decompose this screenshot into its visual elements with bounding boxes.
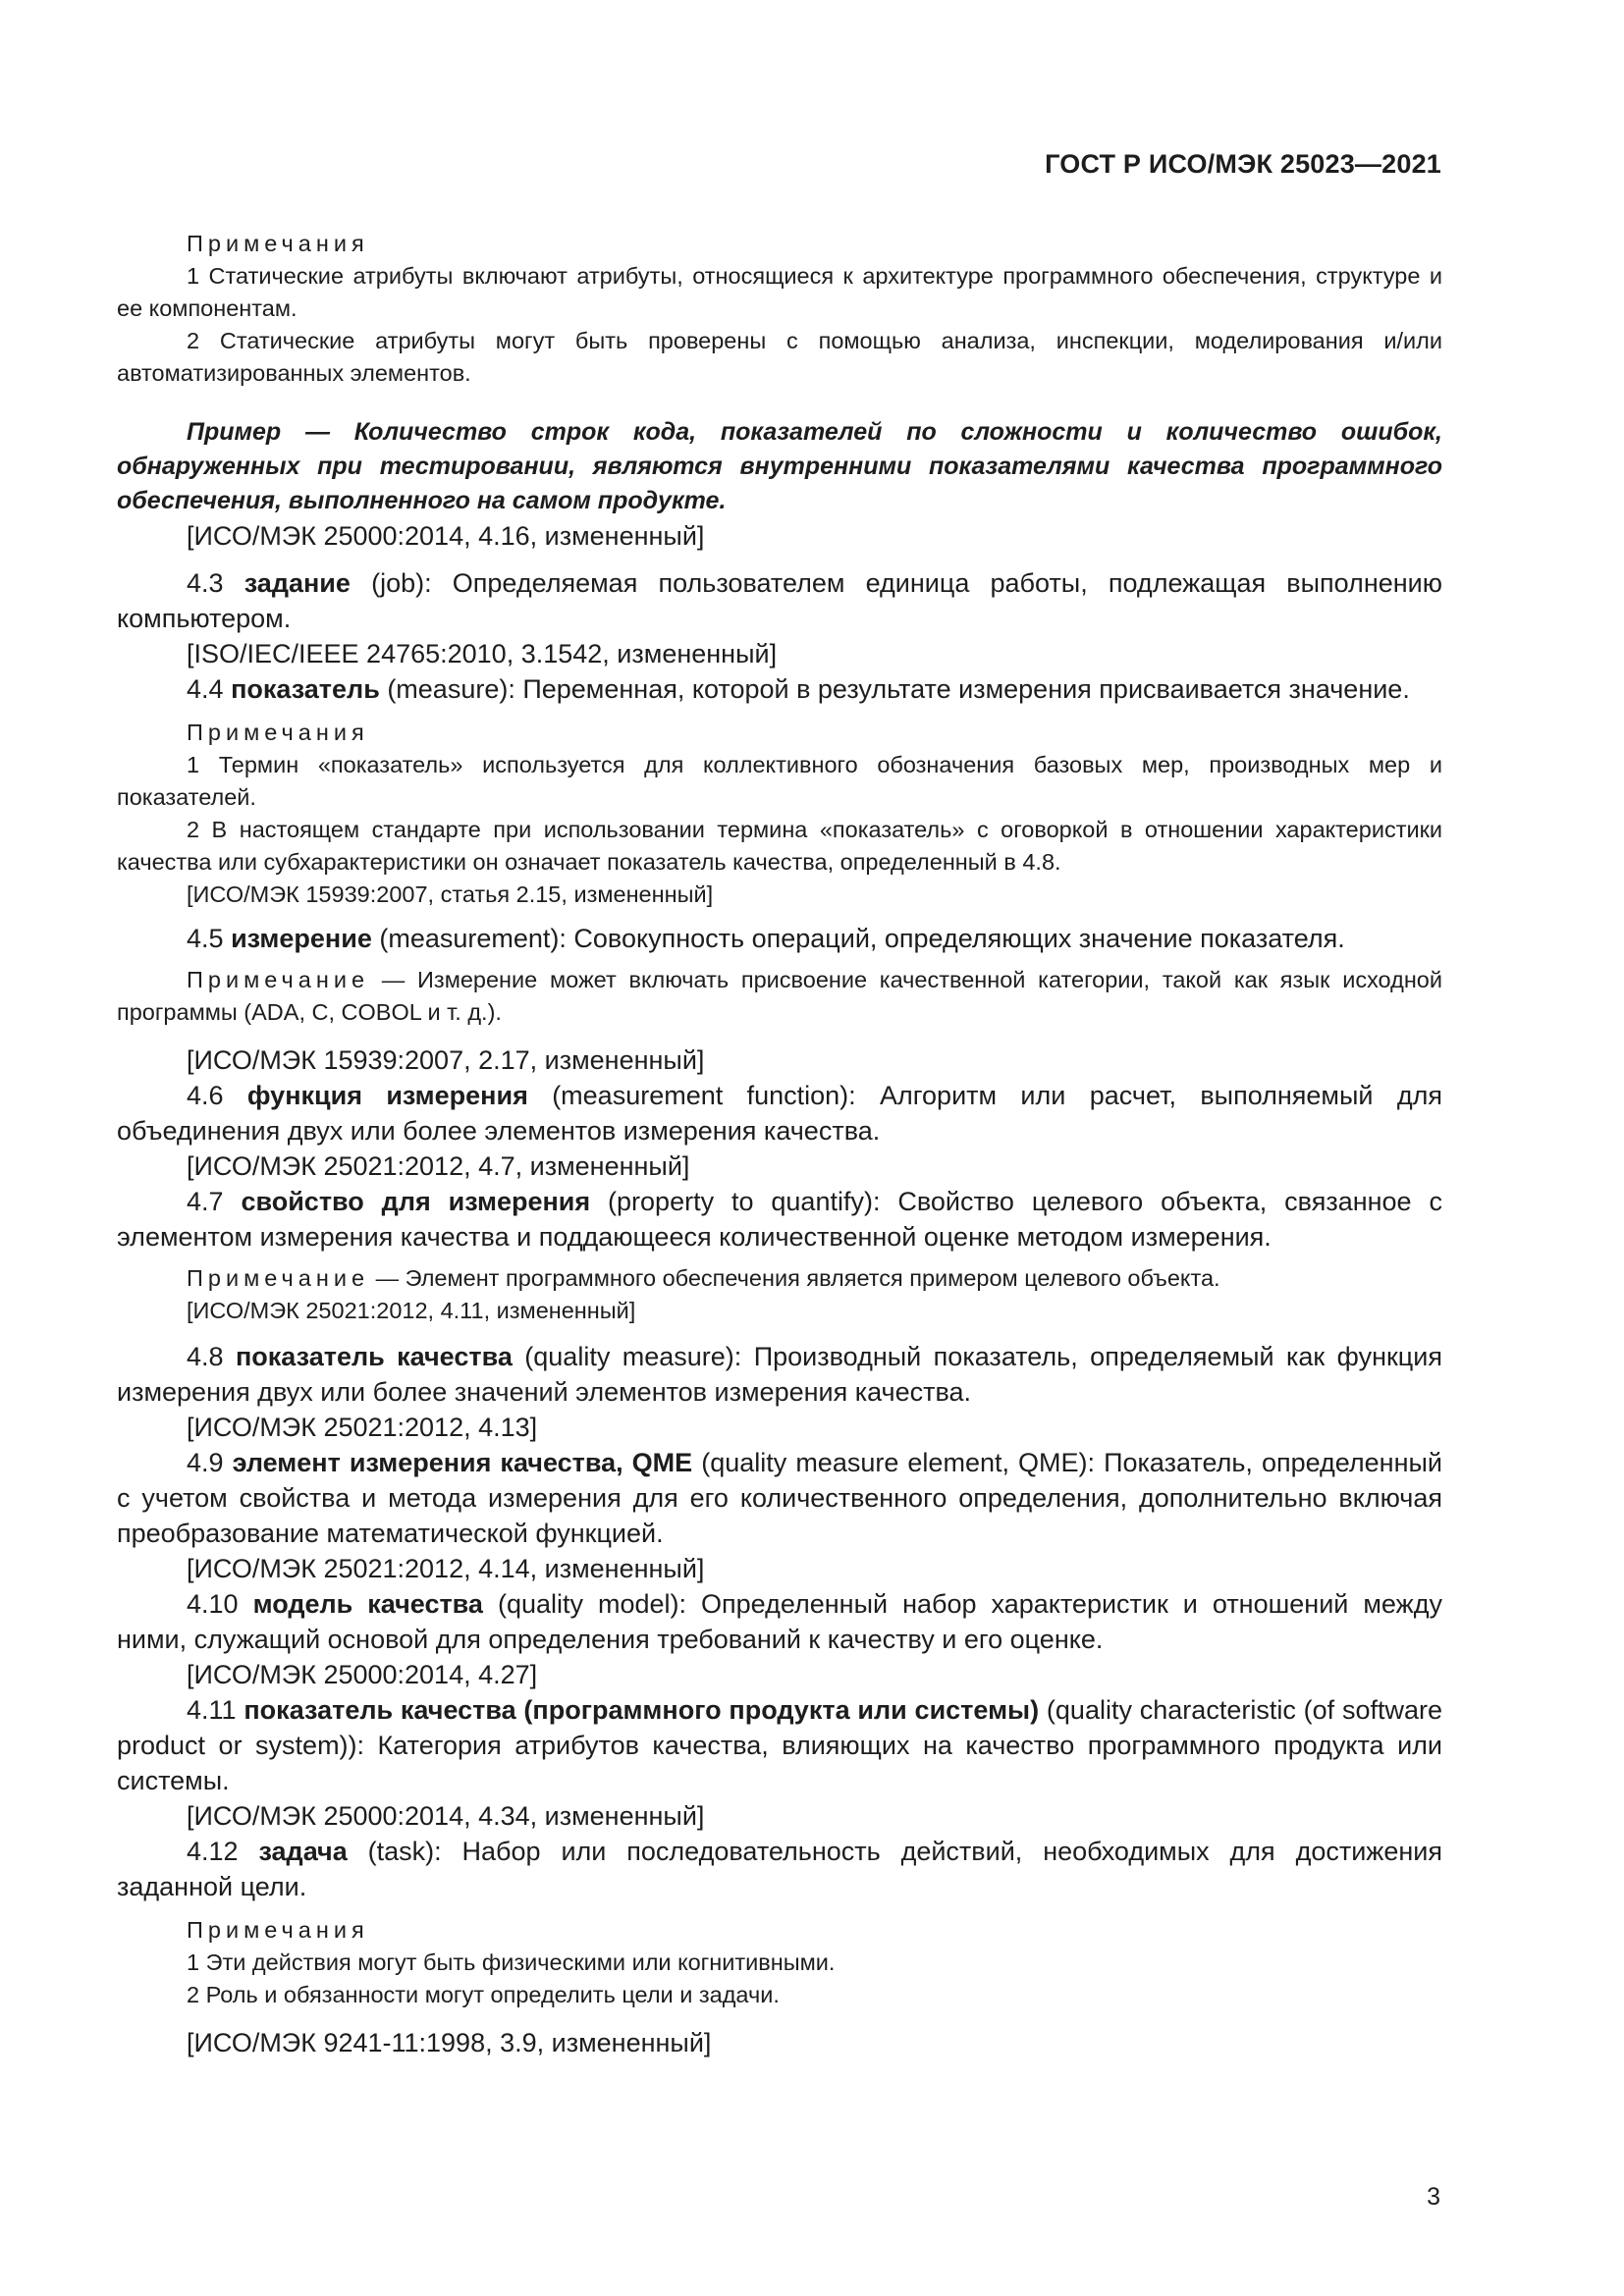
note-item: 1 Термин «показатель» используется для коллективного обозначения базовых мер, производных мер и показателей.: [117, 752, 1442, 810]
note-item: 1 Статические атрибуты включают атрибуты, относящиеся к архитектуре программного обеспечения, структуре и ее компонентам.: [117, 263, 1442, 321]
term-name: показатель качества (программного продукта или системы): [244, 1695, 1040, 1725]
term-number: 4.3: [187, 568, 224, 598]
page-number: 3: [1427, 2183, 1440, 2211]
note-paragraph: [117, 964, 1442, 1029]
term-name: элемент измерения качества, QME: [232, 1448, 693, 1477]
document-code-header: ГОСТ Р ИСО/МЭК 25023—2021: [1045, 149, 1441, 179]
note-item: 2 В настоящем стандарте при использовании термина «показатель» с оговоркой в отношении характеристики качества или субхарактеристики он означает показатель качества, определенный в 4.8.: [117, 817, 1442, 875]
term-name: показатель: [231, 674, 380, 704]
term-definition-4-12: [117, 1834, 1442, 1904]
term-number: 4.4: [187, 674, 224, 704]
term-definition-4-5: [117, 921, 1442, 956]
term-text: (quality measure element, QME): Показатель, определенный с учетом свойства и метода измерения для его количественного определения, дополнительно включая преобразование математической функцией.: [117, 1448, 1442, 1548]
note-item: 2 Роль и обязанности могут определить цели и задачи.: [187, 1982, 780, 2007]
term-definition-4-3: [117, 565, 1442, 636]
note-label: Примечание: [187, 1265, 370, 1291]
term-name: свойство для измерения: [241, 1187, 591, 1216]
term-text: (measurement): Совокупность операций, определяющих значение показателя.: [379, 924, 1345, 953]
reference: [ИСО/МЭК 9241-11:1998, 3.9, измененный]: [187, 2028, 712, 2057]
term-name: модель качества: [252, 1589, 483, 1619]
note-text: — Элемент программного обеспечения является примером целевого объекта.: [375, 1265, 1220, 1291]
reference: [ИСО/МЭК 25000:2014, 4.34, измененный]: [187, 1801, 705, 1831]
reference: [ИСО/МЭК 25021:2012, 4.14, измененный]: [187, 1554, 705, 1583]
reference: [ИСО/МЭК 25021:2012, 4.13]: [187, 1413, 538, 1442]
term-name: задание: [244, 568, 351, 598]
term-number: 4.10: [187, 1589, 239, 1619]
term-definition-4-6: [117, 1078, 1442, 1148]
term-definition-4-10: [117, 1586, 1442, 1657]
term-definition-4-4: [117, 671, 1442, 707]
note-item: 1 Эти действия могут быть физическими или когнитивными.: [187, 1949, 836, 1975]
note-paragraph: [117, 1262, 1442, 1295]
term-text: (task): Набор или последовательность действий, необходимых для достижения заданной цели.: [117, 1837, 1442, 1901]
term-text: (quality measure): Производный показатель, определяемый как функция измерения двух или более значений элементов измерения качества.: [117, 1342, 1442, 1407]
term-number: 4.9: [187, 1448, 224, 1477]
term-name: задача: [258, 1837, 348, 1866]
term-number: 4.7: [187, 1187, 224, 1216]
notes-heading: Примечания: [187, 1917, 369, 1943]
term-name: измерение: [231, 924, 372, 953]
term-text: (quality characteristic (of software product or system)): Категория атрибутов качества, влияющих на качество программного продукта или системы.: [117, 1695, 1442, 1795]
reference: [ИСО/МЭК 25000:2014, 4.16, измененный]: [187, 521, 705, 551]
term-number: 4.11: [187, 1695, 237, 1725]
term-text: (measurement function): Алгоритм или расчет, выполняемый для объединения двух или более элементов измерения качества.: [117, 1081, 1442, 1146]
term-name: функция измерения: [246, 1081, 528, 1110]
notes-heading: Примечания: [187, 720, 369, 745]
page-content: [117, 228, 1442, 2060]
term-definition-4-9: [117, 1445, 1442, 1551]
term-number: 4.6: [187, 1081, 224, 1110]
reference: [ИСО/МЭК 25021:2012, 4.11, измененный]: [187, 1298, 636, 1323]
term-text: (quality model): Определенный набор характеристик и отношений между ними, служащий основой для определения требований к качеству и его оценке.: [117, 1589, 1442, 1654]
term-definition-4-11: [117, 1692, 1442, 1798]
term-number: 4.5: [187, 924, 224, 953]
term-text: (property to quantify): Свойство целевого объекта, связанное с элементом измерения качества и поддающееся количественной оценке методом измерения.: [117, 1187, 1442, 1252]
example-paragraph: Пример — Количество строк кода, показателей по сложности и количество ошибок, обнаруженных при тестировании, являются внутренними показателями качества программного обеспечения, выполненного на самом продукте.: [117, 418, 1442, 514]
note-item: 2 Статические атрибуты могут быть проверены с помощью анализа, инспекции, моделирования и/или автоматизированных элементов.: [117, 328, 1442, 386]
note-label: Примечание: [187, 967, 370, 992]
reference: [ИСО/МЭК 15939:2007, 2.17, измененный]: [187, 1045, 705, 1075]
reference: [ИСО/МЭК 25000:2014, 4.27]: [187, 1660, 538, 1689]
reference: [ИСО/МЭК 15939:2007, статья 2.15, измененный]: [187, 881, 714, 907]
note-text: — Измерение может включать присвоение качественной категории, такой как язык исходной программы (ADA, C, COBOL и т. д.).: [117, 967, 1442, 1025]
term-name: показатель качества: [235, 1342, 513, 1371]
reference: [ISO/IEC/IEEE 24765:2010, 3.1542, измененный]: [187, 639, 778, 668]
term-definition-4-8: [117, 1339, 1442, 1410]
notes-heading: Примечания: [187, 231, 369, 256]
term-definition-4-7: [117, 1184, 1442, 1255]
term-number: 4.8: [187, 1342, 224, 1371]
term-text: (job): Определяемая пользователем единица работы, подлежащая выполнению компьютером.: [117, 568, 1442, 633]
reference: [ИСО/МЭК 25021:2012, 4.7, измененный]: [187, 1151, 690, 1181]
term-number: 4.12: [187, 1837, 239, 1866]
term-text: (measure): Переменная, которой в результате измерения присваивается значение.: [387, 674, 1410, 704]
